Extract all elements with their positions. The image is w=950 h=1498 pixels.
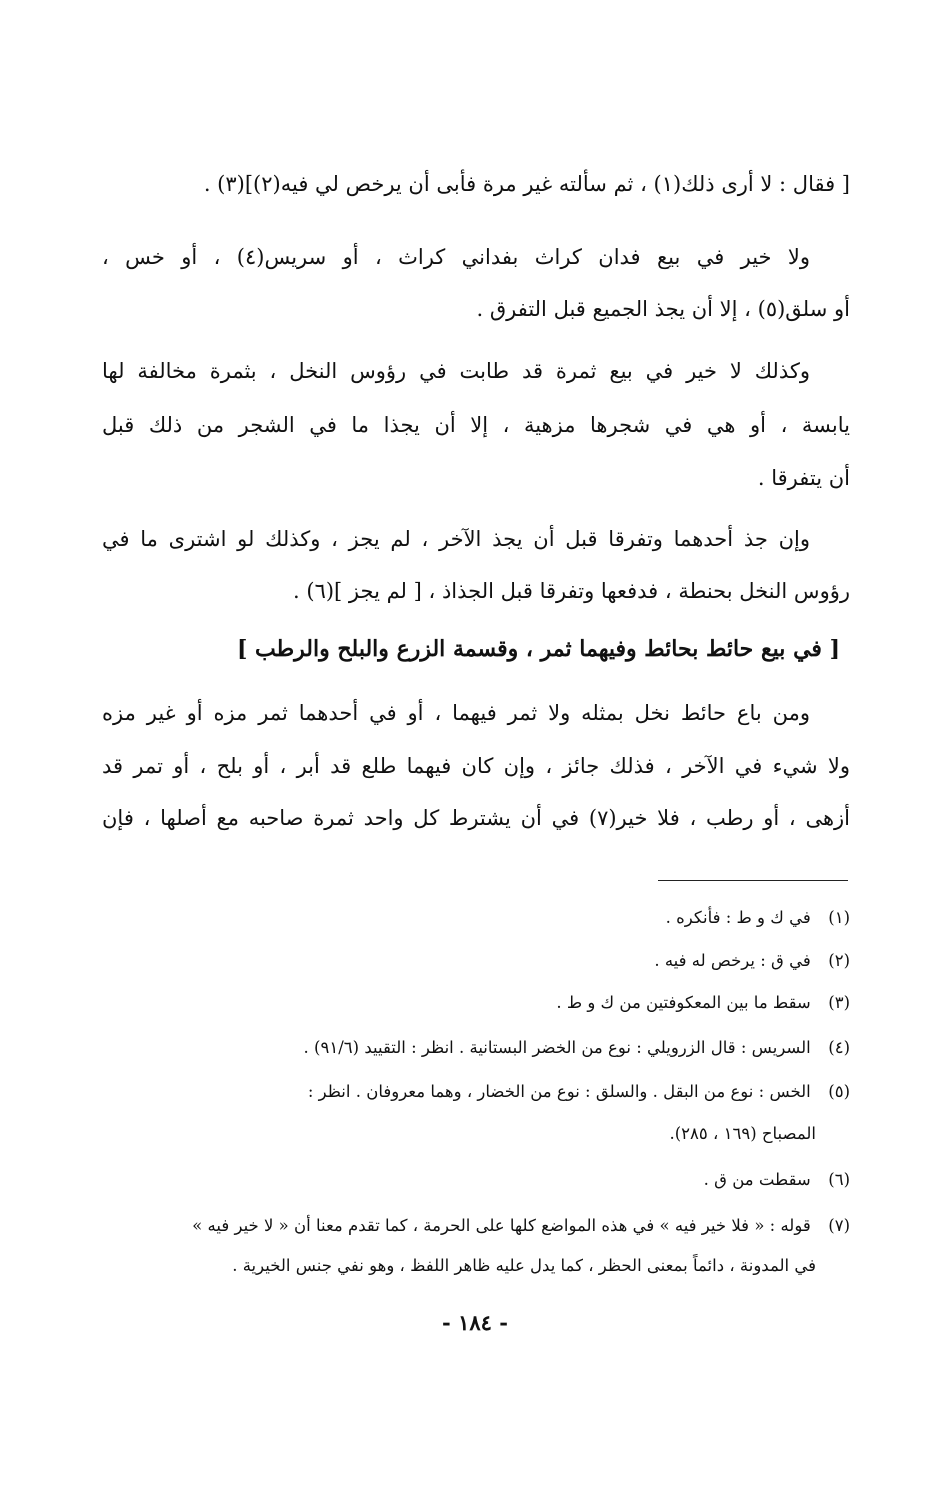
footnote-separator — [658, 880, 848, 881]
body-line-8: رؤوس النخل بحنطة ، فدفعها وتفرقا قبل الجذاذ ، [ لم يجز ](٦) . — [293, 579, 850, 603]
footnote-number: (٥) — [828, 1082, 850, 1101]
body-line-11: أزهى ، أو رطب ، فلا خير(٧) في أن يشترط كل واحد ثمرة صاحبه مع أصلها ، فإن — [102, 806, 850, 830]
footnote-number: (٤) — [828, 1038, 850, 1057]
footnote-text: قوله : « فلا خير فيه » في هذه المواضع كلها على الحرمة ، كما تقدم معنا أن « لا خير فيه » — [192, 1216, 811, 1235]
footnote-number: (٢) — [828, 951, 850, 970]
footnote-6 — [102, 1165, 850, 1195]
body-line-9: ومن باع حائط نخل بمثله ولا ثمر فيهما ، أو في أحدهما ثمر مزه أو غير مزه — [102, 701, 810, 725]
footnote-7 — [102, 1211, 850, 1241]
body-line-6: أن يتفرقا . — [757, 466, 850, 490]
footnote-text: في ك و ط : فأنكره . — [665, 908, 811, 927]
footnote-text: الخس : نوع من البقل . والسلق : نوع من الخضار ، وهما معروفان . انظر : — [307, 1082, 811, 1101]
section-heading: [ في بيع حائط بحائط وفيهما ثمر ، وقسمة الزرع والبلح والرطب ] — [236, 636, 840, 662]
footnote-text: في ق : يرخص له فيه . — [654, 951, 811, 970]
footnote-number: (١) — [828, 908, 850, 927]
footnote-number: (٣) — [828, 993, 850, 1012]
footnote-text: سقط ما بين المعكوفتين من ك و ط . — [556, 993, 811, 1012]
footnote-text: سقطت من ق . — [703, 1170, 811, 1189]
footnote-4 — [102, 1033, 850, 1063]
footnote-number: (٧) — [828, 1216, 850, 1235]
footnote-7-continuation: في المدونة ، دائماً بمعنى الحظر ، كما يدل عليه ظاهر اللفظ ، وهو نفي جنس الخيرية . — [232, 1256, 816, 1275]
footnote-5 — [102, 1077, 850, 1107]
footnote-1 — [102, 903, 850, 933]
footnote-number: (٦) — [828, 1170, 850, 1189]
footnote-5-continuation: المصباح (١٦٩ ، ٢٨٥). — [669, 1124, 816, 1143]
footnote-text: السريس : قال الزرويلي : نوع من الخضر البستانية . انظر : التقييد (٩١/٦) . — [303, 1038, 811, 1057]
footnote-3 — [102, 988, 850, 1018]
body-line-5: يابسة ، أو هي في شجرها مزهية ، إلا أن يجذا ما في الشجر من ذلك قبل — [102, 413, 850, 437]
body-line-10: ولا شيء في الآخر ، فذلك جائز ، وإن كان فيهما طلع قد أبر ، أو بلح ، أو تمر قد — [102, 754, 850, 778]
body-line-7: وإن جذ أحدهما وتفرقا قبل أن يجذ الآخر ، لم يجز ، وكذلك لو اشترى ما في — [102, 527, 810, 551]
body-line-1: [ فقال : لا أرى ذلك(١) ، ثم سألته غير مرة فأبى أن يرخص لي فيه(٢)](٣) . — [203, 172, 850, 196]
body-line-2: ولا خير في بيع فدان كراث بفداني كراث ، أو سريس(٤) ، أو خس ، — [102, 245, 810, 269]
body-line-3: أو سلق(٥) ، إلا أن يجذ الجميع قبل التفرق . — [476, 297, 850, 321]
page-number: - ١٨٤ - — [442, 1310, 508, 1335]
footnote-2 — [102, 946, 850, 976]
body-line-4: وكذلك لا خير في بيع ثمرة قد طابت في رؤوس النخل ، بثمرة مخالفة لها — [102, 359, 810, 383]
